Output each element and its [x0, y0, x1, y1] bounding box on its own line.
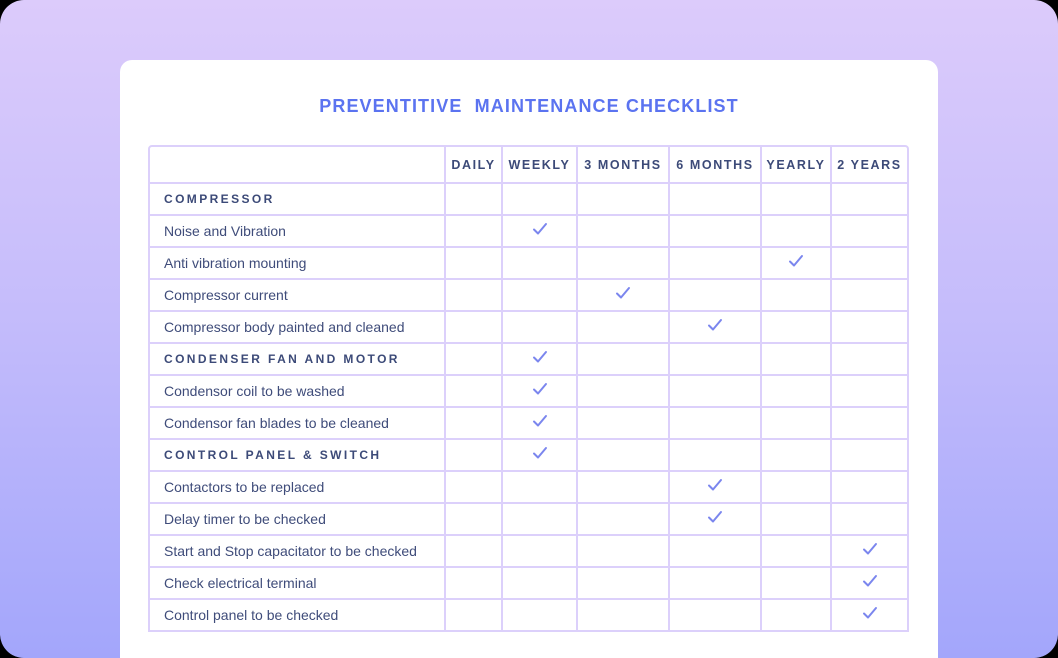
check-cell-weekly[interactable] [503, 376, 578, 408]
check-cell-yearly[interactable] [762, 504, 832, 536]
checkmark-icon [787, 252, 805, 270]
check-cell-6-months[interactable] [670, 248, 762, 280]
check-cell-3-months[interactable] [578, 536, 670, 568]
checkmark-icon [531, 348, 549, 366]
checkmark-icon [614, 284, 632, 302]
check-cell-3-months[interactable] [578, 600, 670, 632]
check-cell-2-years[interactable] [832, 504, 909, 536]
check-cell-6-months[interactable] [670, 440, 762, 472]
check-cell-6-months[interactable] [670, 472, 762, 504]
header-yearly: YEARLY [762, 145, 832, 184]
table-row [148, 408, 909, 440]
check-cell-6-months[interactable] [670, 408, 762, 440]
task-label: Compressor current [148, 280, 446, 312]
check-cell-yearly[interactable] [762, 344, 832, 376]
check-cell-daily[interactable] [446, 440, 503, 472]
check-cell-2-years[interactable] [832, 408, 909, 440]
check-cell-2-years[interactable] [832, 280, 909, 312]
check-cell-3-months[interactable] [578, 472, 670, 504]
check-cell-2-years[interactable] [832, 216, 909, 248]
check-cell-6-months[interactable] [670, 312, 762, 344]
checklist-table [148, 145, 909, 632]
header-row [148, 145, 909, 184]
check-cell-yearly[interactable] [762, 600, 832, 632]
checkmark-icon [861, 572, 879, 590]
check-cell-yearly[interactable] [762, 216, 832, 248]
table-row [148, 568, 909, 600]
page-title: PREVENTITIVE MAINTENANCE CHECKLIST [319, 96, 739, 116]
task-label: Check electrical terminal [148, 568, 446, 600]
check-cell-6-months[interactable] [670, 344, 762, 376]
check-cell-yearly[interactable] [762, 440, 832, 472]
check-cell-daily[interactable] [446, 472, 503, 504]
check-cell-yearly[interactable] [762, 472, 832, 504]
task-label: Contactors to be replaced [148, 472, 446, 504]
table-row [148, 248, 909, 280]
task-label: Compressor body painted and cleaned [148, 312, 446, 344]
check-cell-6-months[interactable] [670, 568, 762, 600]
section-row [148, 344, 909, 376]
check-cell-2-years[interactable] [832, 344, 909, 376]
check-cell-weekly[interactable] [503, 216, 578, 248]
table-row [148, 312, 909, 344]
check-cell-daily[interactable] [446, 312, 503, 344]
section-row [148, 184, 909, 216]
check-cell-yearly[interactable] [762, 376, 832, 408]
section-heading: CONDENSER FAN AND MOTOR [148, 344, 446, 376]
table-row [148, 216, 909, 248]
check-cell-yearly[interactable] [762, 536, 832, 568]
check-cell-2-years[interactable] [832, 568, 909, 600]
table-row [148, 472, 909, 504]
check-cell-6-months[interactable] [670, 536, 762, 568]
check-cell-6-months[interactable] [670, 280, 762, 312]
section-row [148, 440, 909, 472]
check-cell-weekly[interactable] [503, 472, 578, 504]
checkmark-icon [531, 380, 549, 398]
header-6-months: 6 MONTHS [670, 145, 762, 184]
check-cell-daily[interactable] [446, 376, 503, 408]
check-cell-weekly[interactable] [503, 280, 578, 312]
check-cell-3-months[interactable] [578, 568, 670, 600]
check-cell-daily[interactable] [446, 280, 503, 312]
check-cell-yearly[interactable] [762, 184, 832, 216]
check-cell-2-years[interactable] [832, 472, 909, 504]
check-cell-yearly[interactable] [762, 248, 832, 280]
table-row [148, 536, 909, 568]
checkmark-icon [706, 476, 724, 494]
table-row [148, 376, 909, 408]
check-cell-3-months[interactable] [578, 216, 670, 248]
check-cell-2-years[interactable] [832, 440, 909, 472]
check-cell-weekly[interactable] [503, 504, 578, 536]
check-cell-daily[interactable] [446, 184, 503, 216]
check-cell-2-years[interactable] [832, 536, 909, 568]
check-cell-3-months[interactable] [578, 248, 670, 280]
table-row [148, 280, 909, 312]
check-cell-6-months[interactable] [670, 184, 762, 216]
check-cell-6-months[interactable] [670, 376, 762, 408]
header-2-years: 2 YEARS [832, 145, 909, 184]
check-cell-daily[interactable] [446, 504, 503, 536]
check-cell-3-months[interactable] [578, 408, 670, 440]
check-cell-6-months[interactable] [670, 216, 762, 248]
check-cell-2-years[interactable] [832, 184, 909, 216]
check-cell-daily[interactable] [446, 248, 503, 280]
task-label: Delay timer to be checked [148, 504, 446, 536]
check-cell-weekly[interactable] [503, 440, 578, 472]
checkmark-icon [861, 604, 879, 622]
task-label: Condensor fan blades to be cleaned [148, 408, 446, 440]
check-cell-weekly[interactable] [503, 408, 578, 440]
header-3-months: 3 MONTHS [578, 145, 670, 184]
check-cell-6-months[interactable] [670, 504, 762, 536]
checkmark-icon [706, 316, 724, 334]
check-cell-2-years[interactable] [832, 248, 909, 280]
check-cell-yearly[interactable] [762, 408, 832, 440]
checkmark-icon [861, 540, 879, 558]
task-label: Start and Stop capacitator to be checked [148, 536, 446, 568]
check-cell-daily[interactable] [446, 408, 503, 440]
check-cell-weekly[interactable] [503, 184, 578, 216]
check-cell-daily[interactable] [446, 536, 503, 568]
check-cell-yearly[interactable] [762, 568, 832, 600]
check-cell-yearly[interactable] [762, 312, 832, 344]
check-cell-weekly[interactable] [503, 568, 578, 600]
check-cell-2-years[interactable] [832, 376, 909, 408]
check-cell-daily[interactable] [446, 216, 503, 248]
check-cell-daily[interactable] [446, 568, 503, 600]
header-weekly: WEEKLY [503, 145, 578, 184]
task-label: Anti vibration mounting [148, 248, 446, 280]
check-cell-6-months[interactable] [670, 600, 762, 632]
check-cell-3-months[interactable] [578, 184, 670, 216]
check-cell-weekly[interactable] [503, 248, 578, 280]
checklist-card [120, 60, 938, 658]
check-cell-2-years[interactable] [832, 600, 909, 632]
check-cell-3-months[interactable] [578, 504, 670, 536]
check-cell-daily[interactable] [446, 344, 503, 376]
task-label: Control panel to be checked [148, 600, 446, 632]
check-cell-weekly[interactable] [503, 536, 578, 568]
check-cell-weekly[interactable] [503, 312, 578, 344]
check-cell-daily[interactable] [446, 600, 503, 632]
task-label: Condensor coil to be washed [148, 376, 446, 408]
check-cell-yearly[interactable] [762, 280, 832, 312]
check-cell-weekly[interactable] [503, 344, 578, 376]
check-cell-2-years[interactable] [832, 312, 909, 344]
table-row [148, 600, 909, 632]
checkmark-icon [531, 220, 549, 238]
check-cell-3-months[interactable] [578, 280, 670, 312]
section-heading: COMPRESSOR [148, 184, 446, 216]
checkmark-icon [531, 444, 549, 462]
checkmark-icon [706, 508, 724, 526]
check-cell-3-months[interactable] [578, 376, 670, 408]
section-heading: CONTROL PANEL & SWITCH [148, 440, 446, 472]
check-cell-3-months[interactable] [578, 440, 670, 472]
check-cell-3-months[interactable] [578, 312, 670, 344]
check-cell-weekly[interactable] [503, 600, 578, 632]
check-cell-3-months[interactable] [578, 344, 670, 376]
header-daily: DAILY [446, 145, 503, 184]
header-task [148, 145, 446, 184]
table-row [148, 504, 909, 536]
task-label: Noise and Vibration [148, 216, 446, 248]
checkmark-icon [531, 412, 549, 430]
